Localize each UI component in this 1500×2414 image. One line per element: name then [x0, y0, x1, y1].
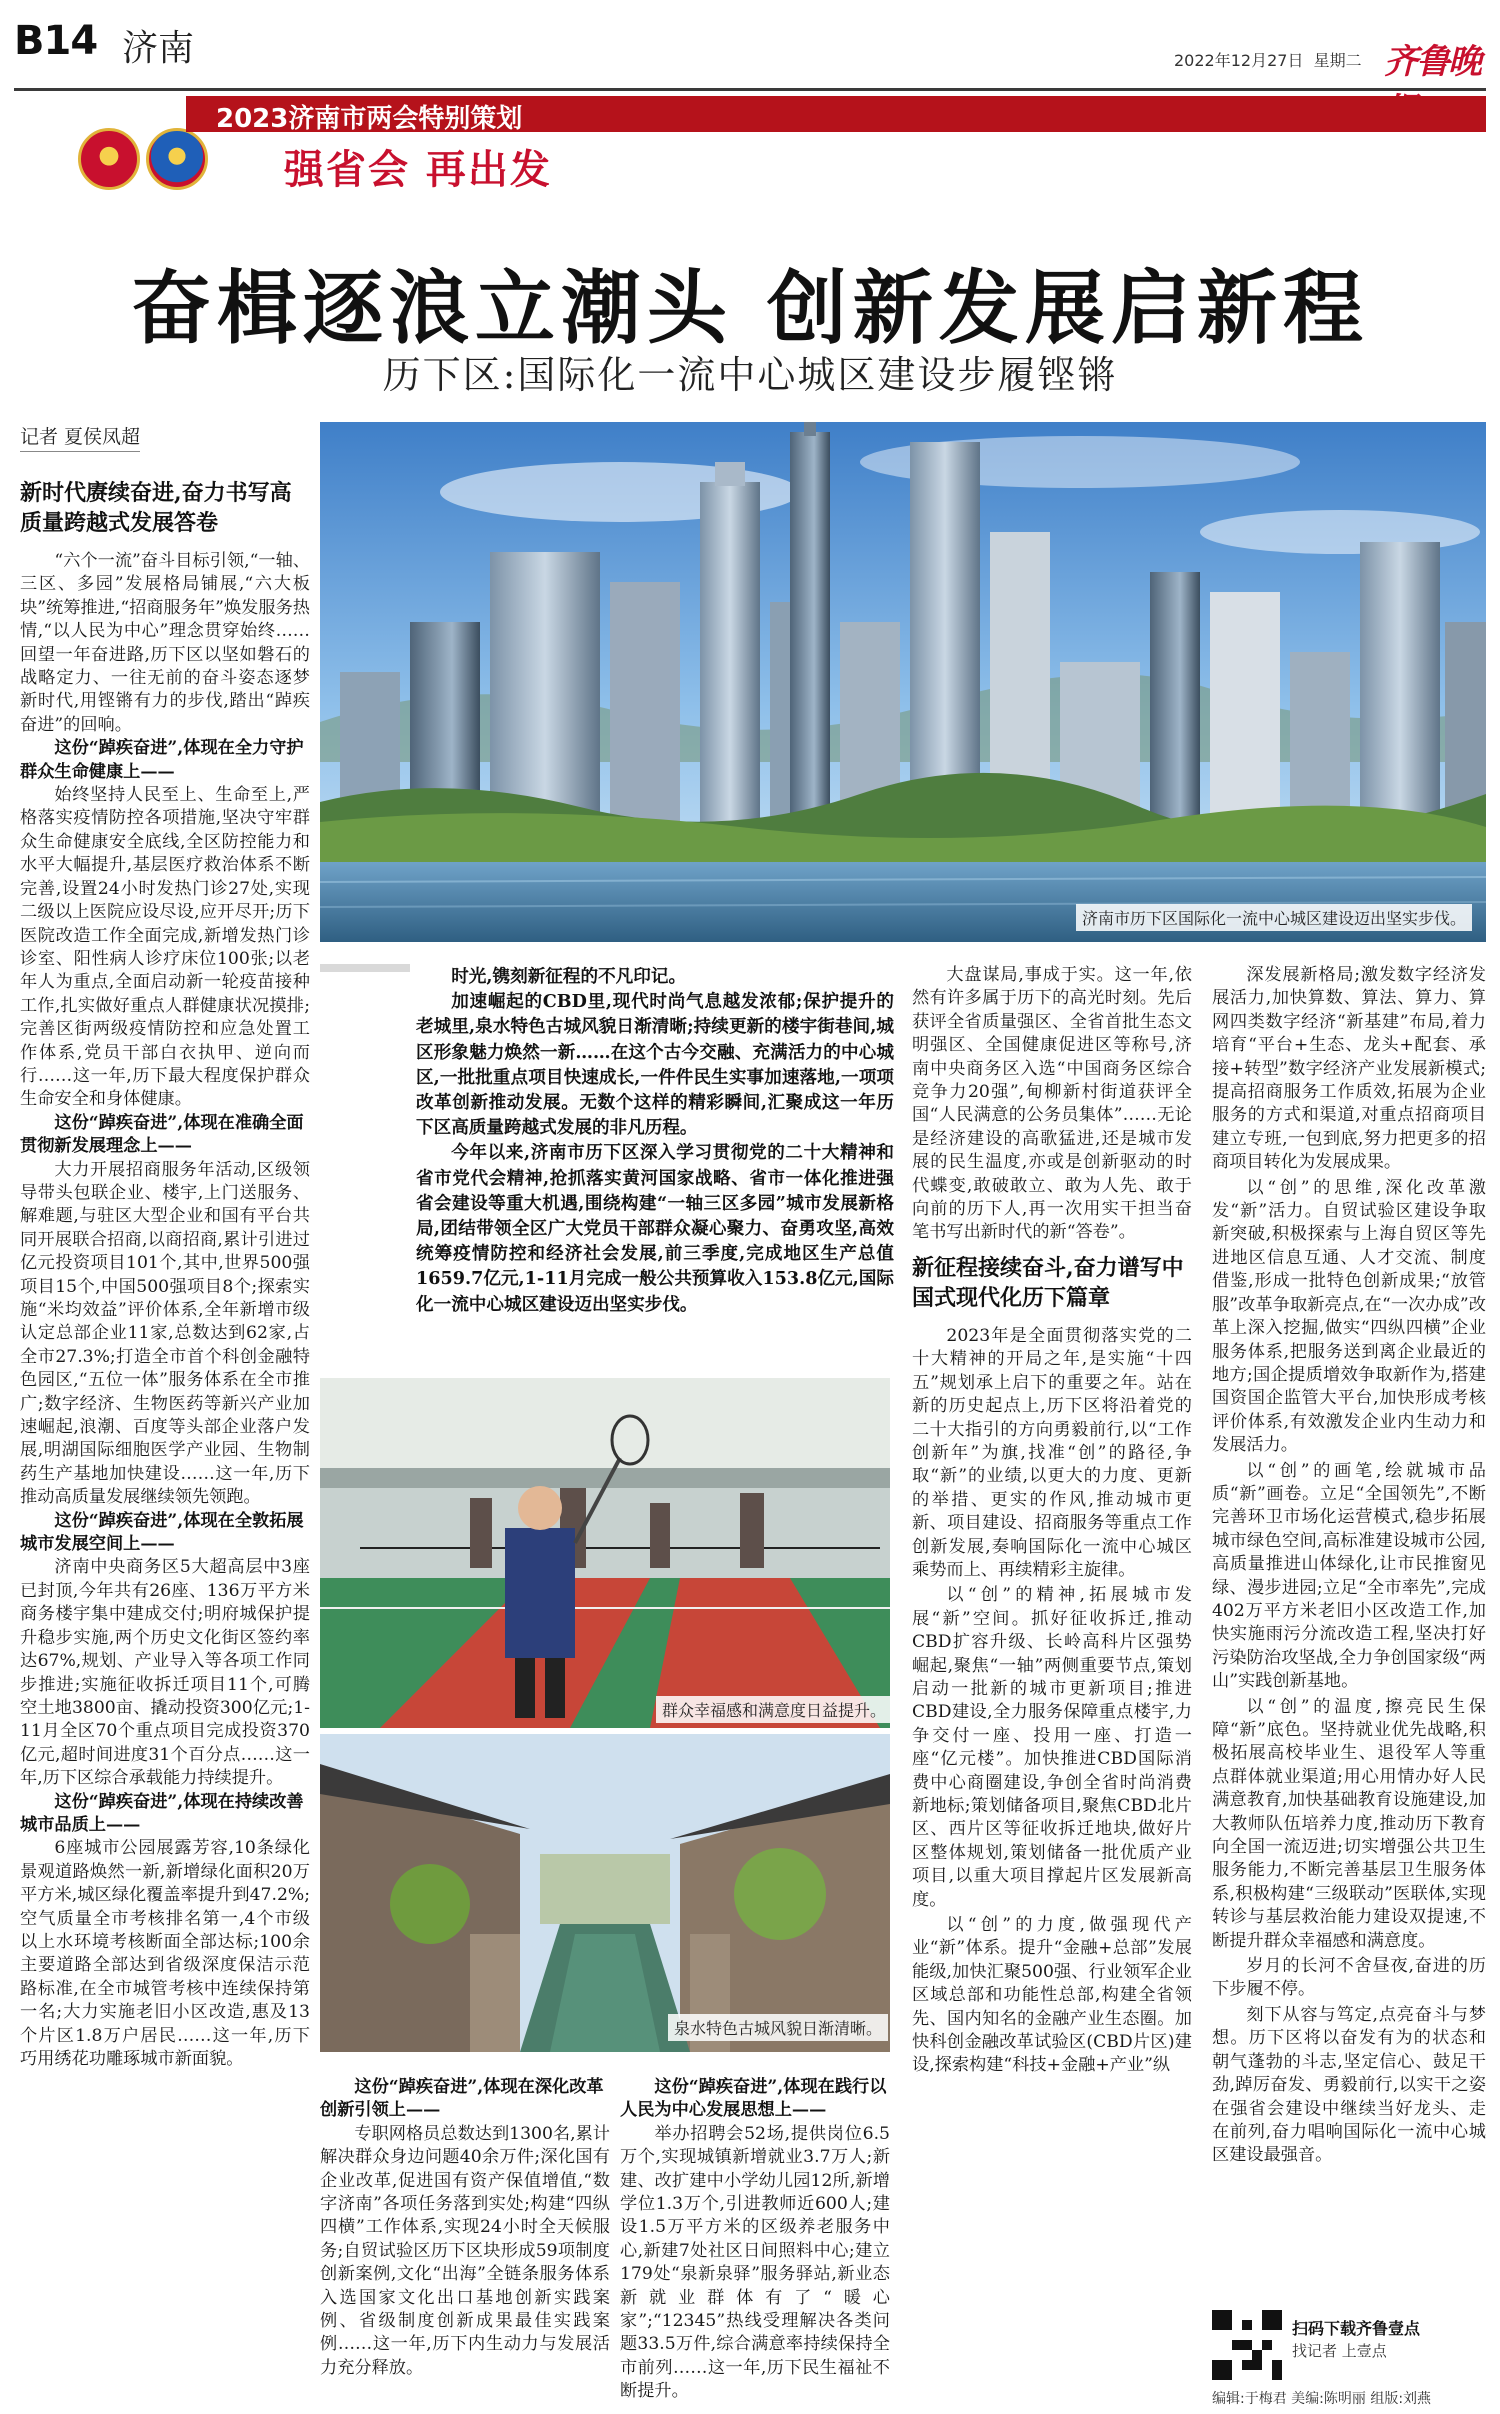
- qr-code-icon[interactable]: [1212, 2310, 1282, 2380]
- paragraph: 2023年是全面贯彻落实党的二十大精神的开局之年,是实施“十四五”规划承上启下的重要之年。站在新的历史起点上,历下区将沿着党的二十大指引的方向勇毅前行,以“工作创新年”为旗,找准“创”的路径,争取“新”的业绩,以更大的力度、更新的举措、更实的作风,推动城市更新、项目建设、招商服务等重点工作创新发展,奏响国际化一流中心城区乘势而上、再续精彩主旋律。: [912, 1325, 1192, 1580]
- photo-caption: 泉水特色古城风貌日渐清晰。: [668, 2014, 888, 2041]
- paragraph: 大盘谋局,事成于实。这一年,依然有许多属于历下的高光时刻。先后获评全省质量强区、全省首批生态文明强区、全国健康促进区等称号,济南中央商务区入选“中国商务区综合竞争力20强”,甸柳新村街道获评全国“人民满意的公务员集体”……无论是经济建设的高歌猛进,还是城市发展的民生温度,亦或是创新驱动的时代蝶变,敢破敢立、敢为人先、敢于向前的历下人,再一次用实干担当奋笔书写出新时代的新“答卷”。: [912, 965, 1192, 1243]
- banner-subtitle: 强省会 再出发: [284, 146, 552, 193]
- section-heading: 新征程接续奋斗,奋力谱写中国式现代化历下篇章: [912, 1254, 1184, 1311]
- newspaper-logo: 齐鲁晚: [1384, 42, 1480, 82]
- old-town-illustration: [320, 1734, 890, 2052]
- paragraph: 6座城市公园展露芳容,10条绿化景观道路焕然一新,新增绿化面积20万平方米,城区绿化覆盖率提升到47.2%;空气质量全市考核排名第一,4个市级以上水环境考核断面全部达标;100余主要道路全部达到省级深度保洁示范路标准,在全市城管考核中连续保持第一名;大力实施老旧小区改造,惠及13个片区1.8万户居民……这一年,历下巧用绣花功雕琢城市新面貌。: [20, 1838, 310, 2069]
- lead-paragraph: 时光,镌刻新征程的不凡印记。: [451, 966, 687, 987]
- skyline-illustration: [320, 422, 1486, 942]
- byline: 记者 夏侯凤超: [20, 422, 140, 452]
- paragraph-lead: 这份“踔疾奋进”,体现在持续改善城市品质上——: [20, 1791, 304, 1835]
- paragraph: 以“创”的思维,深化改革激发“新”活力。自贸试验区建设争取新突破,积极探索与上海自贸区等先进地区信息互通、人才交流、制度借鉴,形成一批特色创新成果;“放管服”改革争取新亮点,在“一次办成”改革上深入挖掘,做实“四纵四横”企业服务体系,把服务送到离企业最近的地方;国企提质增效争取新作为,搭建国资国企监管大平台,加快形成考核评价体系,有效激发企业内生动力和发展活力。: [1212, 1177, 1486, 1456]
- lead-paragraph: 今年以来,济南市历下区深入学习贯彻党的二十大精神和省市党代会精神,抢抓落实黄河国家战略、省市一体化推进强省会建设等重大机遇,围绕构建“一轴三区多园”城市发展新格局,团结带领全区广大党员干部群众凝心聚力、奋勇攻坚,高效统筹疫情防控和经济社会发展,前三季度,完成地区生产总值1659.7亿元,1-11月完成一般公共预算收入153.8亿元,国际化一流中心城区建设迈出坚实步伐。: [416, 1142, 894, 1315]
- editor-credits: 编辑:于梅君 美编:陈明丽 组版:刘燕: [1212, 2391, 1432, 2407]
- page-number: B14: [14, 18, 98, 64]
- old-town-photo: [320, 1734, 890, 2052]
- section-name: 济南: [122, 28, 195, 69]
- paragraph: “六个一流”奋斗目标引领,“一轴、三区、多园”发展格局铺展,“六大板块”统筹推进,“招商服务年”焕发服务热情,“以人民为中心”理念贯穿始终……回望一年奋进路,历下区以坚如磐石的战略定力、一往无前的奋斗姿态逐梦新时代,用铿锵有力的步伐,踏出“踔疾奋进”的回响。: [20, 551, 310, 735]
- header-divider: [14, 88, 1486, 91]
- mid-bottom-column-1: [320, 2076, 610, 2380]
- paragraph-lead: 这份“踔疾奋进”,体现在践行以人民为中心发展思想上——: [620, 2077, 887, 2121]
- banner-title: 2023济南市两会特别策划: [216, 104, 523, 134]
- badminton-illustration: [320, 1378, 890, 1728]
- paragraph: 以“创”的温度,擦亮民生保障“新”底色。坚持就业优先战略,积极拓展高校毕业生、退役军人等重点群体就业渠道;用心用情办好人民满意教育,加快基础教育设施建设,加大教师队伍培养力度,推动历下教育向全国一流迈进;切实增强公共卫生服务能力,不断完善基层卫生服务体系,积极构建“三级联动”医联体,实现转诊与基层救治能力建设双提速,不断提升群众幸福感和满意度。: [1212, 1696, 1486, 1951]
- paragraph: 大力开展招商服务年活动,区级领导带头包联企业、楼宇,上门送服务、解难题,与驻区大型企业和国有平台共同开展联合招商,以商招商,累计引进过亿元投资项目101个,其中,世界500强项目15个,中国500强项目8个;探索实施“米均效益”评价体系,全年新增市级认定总部企业11家,总数达到62家,占全市27.3%;打造全市首个科创金融特色园区,“五位一体”服务体系在全市推广;数字经济、生物医药等新兴产业加速崛起,浪潮、百度等头部企业落户发展,明湖国际细胞医学产业园、生物制药生产基地加快建设……这一年,历下推动高质量发展继续领先领跑。: [20, 1159, 310, 1508]
- paragraph: 举办招聘会52场,提供岗位6.5万个,实现城镇新增就业3.7万人;新建、改扩建中小学幼儿园12所,新增学位1.3万个,引进教师近600人;建设1.5万平方米的区级养老服务中心,新建7处社区日间照料中心;建立179处“泉新泉驿”服务驿站,新业态新就业群体有了“暖心家”;“12345”热线受理解决各类问题33.5万件,综合满意率持续保持全市前列……这一年,历下民生福祉不断提升。: [620, 2123, 890, 2402]
- national-emblem-icon: [78, 128, 140, 190]
- photo-caption: 济南市历下区国际化一流中心城区建设迈出坚实步伐。: [1076, 904, 1472, 931]
- cppcc-emblem-icon: [146, 128, 208, 190]
- paragraph-lead: 这份“踔疾奋进”,体现在准确全面贯彻新发展理念上——: [20, 1112, 304, 1157]
- lead-section: [416, 964, 894, 1317]
- mid-bottom-column-2: [620, 2076, 890, 2404]
- paragraph-lead: 这份“踔疾奋进”,体现在全敦拓展城市发展空间上——: [20, 1510, 304, 1555]
- paragraph: 始终坚持人民至上、生命至上,严格落实疫情防控各项措施,坚决守牢群众生命健康安全底线,全区防控能力和水平大幅提升,基层医疗救治体系不断完善,设置24小时发热门诊27处,实现二级以上医院应设尽设,应开尽开;历下医院改造工作全面完成,新增发热门诊诊室、阳性病人诊疗床位100张;以老年人为重点,全面启动新一轮疫苗接种工作,扎实做好重点人群健康状况摸排;完善区街两级疫情防控和应急处置工作体系,党员干部白衣执甲、逆向而行……这一年,历下最大程度保护群众生命安全和身体健康。: [20, 785, 310, 1110]
- badminton-photo: [320, 1378, 890, 1728]
- paragraph: 专职网格员总数达到1300名,累计解决群众身边问题40余万件;深化国有企业改革,促进国有资产保值增值,“数字济南”各项任务落到实处;构建“四纵四横”工作体系,实现24小时全天候服务;自贸试验区历下区块形成59项制度创新案例,文化“出海”全链条服务体系入选国家文化出口基地创新实践案例、省级制度创新成果最佳实践案例……这一年,历下内生动力与发展活力充分释放。: [320, 2123, 610, 2378]
- paragraph: 以“创”的画笔,绘就城市品质“新”画卷。立足“全国领先”,不断完善环卫市场化运营模式,稳步拓展城市绿色空间,高标准建设城市公园,高质量推进山体绿化,让市民推窗见绿、漫步进园;立足“全市率先”,完成402万平方米老旧小区改造工作,加快实施雨污分流改造工程,坚决打好污染防治攻坚战,全力争创国家级“两山”实践创新基地。: [1212, 1460, 1486, 1692]
- article-subhead: 历下区:国际化一流中心城区建设步履铿锵: [382, 353, 1118, 397]
- right-column-2: [1212, 964, 1486, 2168]
- lead-paragraph: 加速崛起的CBD里,现代时尚气息越发浓郁;保护提升的老城里,泉水特色古城风貌日渐清晰;持续更新的楼宇街巷间,城区形象魅力焕然一新……在这个古今交融、充满活力的中心城区,一批批重点项目快速成长,一件件民生实事加速落地,一项项改革创新推动发展。无数个这样的精彩瞬间,汇聚成这一年历下区高质量跨越式发展的非凡历程。: [416, 991, 894, 1139]
- article-headline: 奋楫逐浪立潮头 创新发展启新程: [131, 261, 1369, 355]
- paragraph: 济南中央商务区5大超高层中3座已封顶,今年共有26座、136万平方米商务楼宇集中建成交付;明府城保护提升稳步实施,两个历史文化街区签约率达67%,规划、产业导入等各项工作同步推进;实施征收拆迁项目11个,可腾空土地3800亩、撬动投资300亿元;1-11月全区70个重点项目完成投资370亿元,超时间进度31个百分点……这一年,历下区综合承载能力持续提升。: [20, 1557, 310, 1789]
- photo-caption: 群众幸福感和满意度日益提升。: [656, 1696, 892, 1723]
- qr-caption: 扫码下载齐鲁壹点: [1292, 2319, 1421, 2338]
- qr-subcaption: 找记者 上壹点: [1292, 2342, 1387, 2360]
- paragraph-lead: 这份“踔疾奋进”,体现在深化改革创新引领上——: [320, 2077, 604, 2121]
- paragraph: 刻下从容与笃定,点亮奋斗与梦想。历下区将以奋发有为的状态和朝气蓬勃的斗志,坚定信心、鼓足干劲,踔厉奋发、勇毅前行,以实干之姿在强省会建设中继续当好龙头、走在前列,奋力唱响国际化一流中心城区建设最强音。: [1212, 2004, 1486, 2166]
- paragraph: 以“创”的力度,做强现代产业“新”体系。提升“金融+总部”发展能级,加快汇聚500强、行业领军企业区域总部和功能性总部,构建全省领先、国内知名的金融产业生态圈。加快科创金融改革试验区(CBD片区)建设,探索构建“科技+金融+产业”纵: [912, 1915, 1192, 2076]
- skyline-photo: [320, 422, 1486, 942]
- section-heading: 新时代赓续奋进,奋力书写高质量跨越式发展答卷: [20, 480, 292, 536]
- paragraph: 岁月的长河不舍昼夜,奋进的历下步履不停。: [1212, 1956, 1486, 2000]
- lead-marker: [320, 964, 410, 972]
- right-column-1: [912, 964, 1192, 2078]
- page-header: [14, 6, 1486, 94]
- issue-date: 2022年12月27日 星期二: [1174, 51, 1362, 70]
- paragraph-lead: 这份“踔疾奋进”,体现在全力守护群众生命健康上——: [20, 738, 304, 782]
- paragraph: 以“创”的精神,拓展城市发展“新”空间。抓好征收拆迁,推动CBD扩容升级、长岭高科片区强势崛起,聚焦“一轴”两侧重要节点,策划启动一批新的城市更新项目;推进CBD建设,全力服务保障重点楼宇,力争交付一座、投用一座、打造一座“亿元楼”。加快推进CBD国际消费中心商圈建设,争创全省时尚消费新地标;策划储备项目,聚焦CBD北片区、西片区等征收拆迁地块,做好片区整体规划,策划储备一批优质产业项目,以重大项目撑起片区发展新高度。: [912, 1585, 1192, 1910]
- left-column: [20, 470, 310, 2071]
- paragraph: 深发展新格局;激发数字经济发展活力,加快算数、算法、算力、算网四类数字经济“新基建”布局,着力培育“平台+生态、龙头+配套、承接+转型”数字经济产业发展新模式;提高招商服务工作质效,拓展为企业服务的方式和渠道,对重点招商项目建立专班,一包到底,努力把更多的招商项目转化为发展成果。: [1212, 965, 1486, 1173]
